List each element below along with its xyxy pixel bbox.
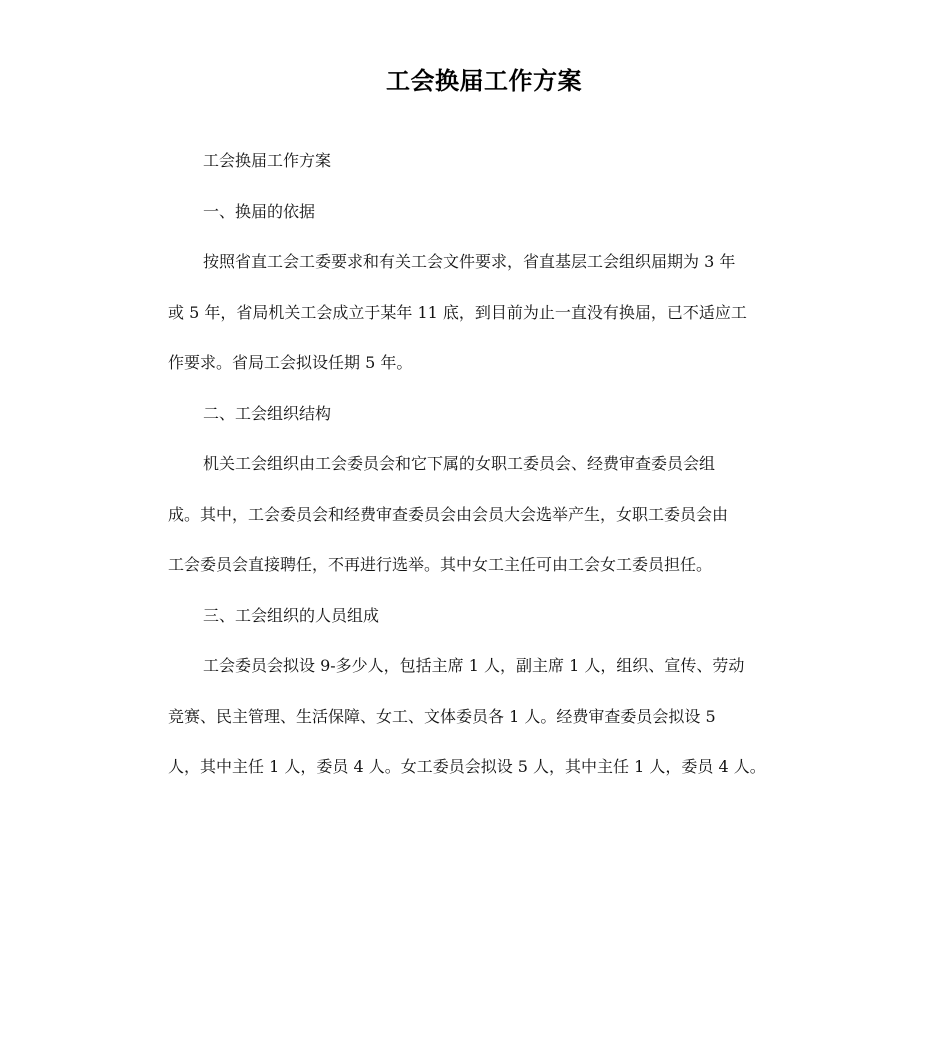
- section-1-body: [168, 237, 776, 389]
- paragraph-line: 按照省直工会工委要求和有关工会文件要求，省直基层工会组织届期为 3 年: [203, 252, 736, 271]
- paragraph-line: 工会换届工作方案: [203, 151, 332, 170]
- section-3-body: [168, 641, 776, 793]
- paragraph-line: 人，其中主任 1 人，委员 4 人。女工委员会拟设 5 人，其中主任 1 人，委员 4 人。: [168, 757, 766, 776]
- document-title: 工会换届工作方案: [386, 67, 582, 95]
- document-body: [168, 136, 776, 793]
- paragraph-line: 作要求。省局工会拟设任期 5 年。: [168, 353, 413, 372]
- section-3-heading: [168, 591, 776, 642]
- paragraph-line: 三、工会组织的人员组成: [203, 605, 380, 625]
- paragraph-line: 二、工会组织结构: [203, 403, 332, 423]
- paragraph-line: 工会委员会直接聘任，不再进行选举。其中女工主任可由工会女工委员担任。: [168, 555, 713, 574]
- paragraph-line: 工会委员会拟设 9-多少人，包括主席 1 人，副主席 1 人，组织、宣传、劳动: [203, 656, 745, 675]
- subtitle-paragraph: [168, 136, 776, 187]
- section-1-heading: [168, 187, 776, 238]
- paragraph-line: 竞赛、民主管理、生活保障、女工、文体委员各 1 人。经费审查委员会拟设 5: [168, 706, 716, 726]
- section-2-body: [168, 439, 776, 591]
- paragraph-line: 成。其中，工会委员会和经费审查委员会由会员大会选举产生，女职工委员会由: [168, 504, 729, 524]
- paragraph-line: 或 5 年，省局机关工会成立于某年 11 底，到目前为止一直没有换届，已不适应工: [168, 302, 747, 322]
- paragraph-line: 一、换届的依据: [203, 201, 316, 221]
- paragraph-line: 机关工会组织由工会委员会和它下属的女职工委员会、经费审查委员会组: [203, 454, 716, 473]
- section-2-heading: [168, 389, 776, 440]
